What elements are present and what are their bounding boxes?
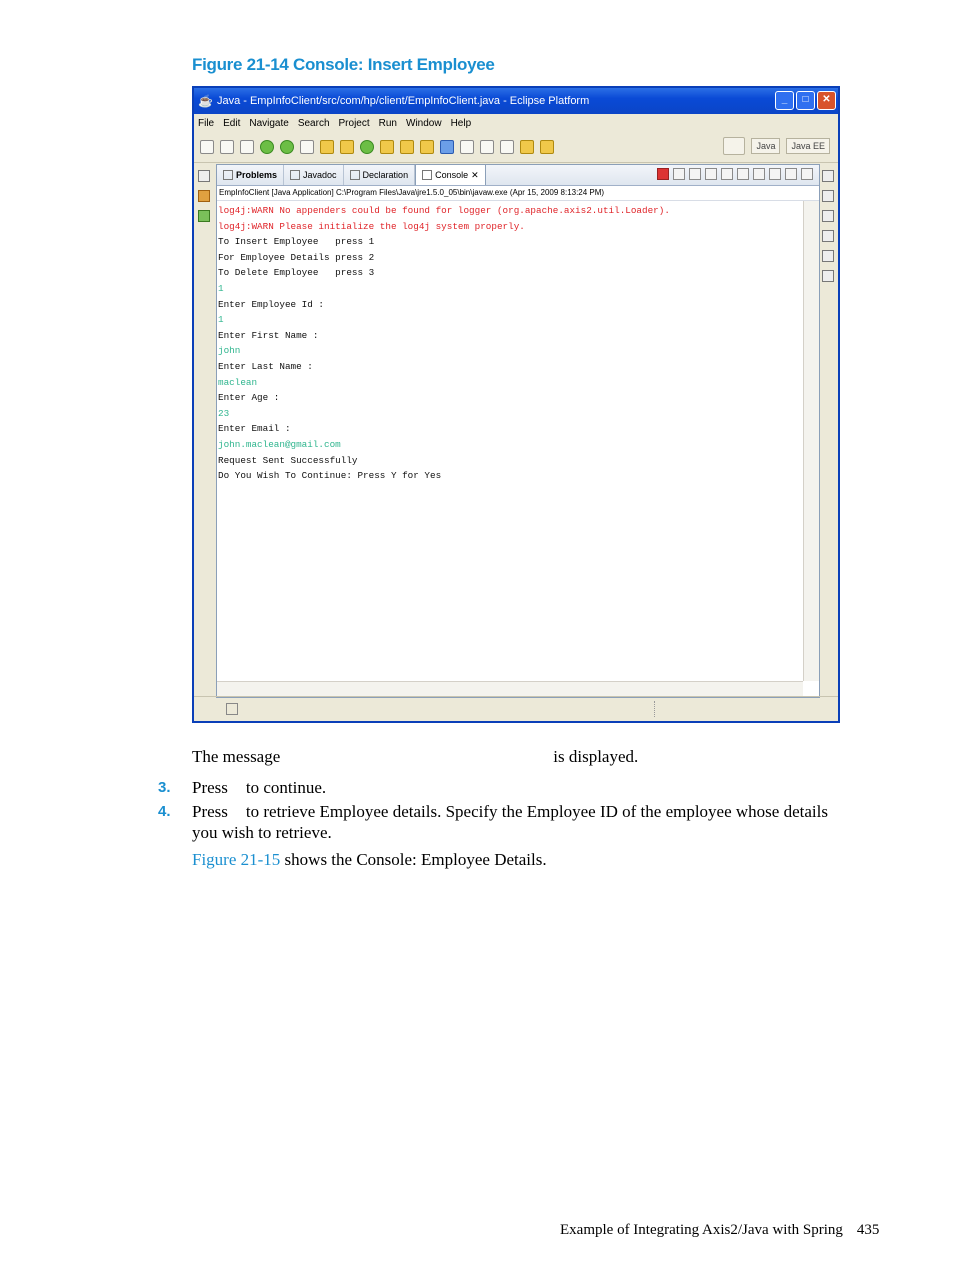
terminate-icon[interactable] [657,168,669,180]
main-toolbar [194,132,838,163]
problems-icon [223,170,233,180]
tab-declaration[interactable]: Declaration [344,165,416,185]
open-console-icon[interactable] [769,168,781,180]
console-line: Request Sent Successfully [218,454,358,466]
console-line: Enter Email : [218,423,291,435]
prev-annotation-icon[interactable] [500,140,514,154]
save-icon[interactable] [220,140,234,154]
run-icon[interactable] [280,140,294,154]
console-line: Do You Wish To Continue: Press Y for Yes [218,470,442,482]
footer-title: Example of Integrating Axis2/Java with Spring [560,1222,843,1238]
page-number: 435 [856,1222,880,1238]
menu-project[interactable]: Project [338,117,370,129]
step-4-number: 4. [158,803,171,820]
open-perspective-icon[interactable] [723,137,745,155]
close-tab-icon[interactable]: ✕ [471,169,479,180]
forward-icon[interactable] [540,140,554,154]
horizontal-scrollbar[interactable] [217,681,803,697]
eclipse-window [192,86,840,723]
structure-icon[interactable] [822,230,834,242]
menu-bar [194,114,838,132]
back-icon[interactable] [520,140,534,154]
console-icon [422,170,432,180]
restore-icon[interactable] [822,170,834,182]
menu-navigate[interactable]: Navigate [249,117,289,129]
window-titlebar[interactable] [194,88,838,114]
minimize-view-icon[interactable] [785,168,797,180]
open-folder-icon[interactable] [380,140,394,154]
perspective-java[interactable]: Java [751,138,780,154]
scroll-lock-icon[interactable] [705,168,717,180]
console-line: log4j:WARN Please initialize the log4j system properly. [218,220,525,232]
step-3-number: 3. [158,779,171,796]
left-trim-bar [194,162,214,682]
console-line: Enter Employee Id : [218,298,325,310]
maximize-button[interactable]: □ [796,91,815,110]
console-line: Enter Last Name : [218,360,313,372]
hierarchy-icon[interactable] [198,190,210,202]
open-task-icon[interactable] [400,140,414,154]
menu-help[interactable]: Help [450,117,472,129]
open-type-icon[interactable] [360,140,374,154]
globe-icon[interactable] [440,140,454,154]
process-label: EmpInfoClient [Java Application] C:\Program Files\Java\jre1.5.0_05\bin\javaw.exe (Apr 15, 2009 8:13:24 PM) [217,186,819,201]
window-title: Java - EmpInfoClient/src/com/hp/client/EmpInfoClient.java - Eclipse Platform [216,95,590,107]
console-line: To Insert Employee press 1 [218,236,375,248]
view-tabs [217,165,819,186]
close-button[interactable]: ✕ [817,91,836,110]
annotation-icon[interactable] [460,140,474,154]
console-output[interactable] [217,201,803,681]
console-line: john.maclean@gmail.com [218,438,341,450]
new-class-icon[interactable] [340,140,354,154]
menu-window[interactable]: Window [406,117,442,129]
restore-icon[interactable] [198,170,210,182]
clear-console-icon[interactable] [721,168,733,180]
edit-icon[interactable] [822,270,834,282]
menu-run[interactable]: Run [378,117,397,129]
figure-reference: Figure 21-15 shows the Console: Employee Details. [192,850,547,869]
console-line: 1 [218,314,224,326]
declaration-icon [350,170,360,180]
console-panel [216,164,820,698]
step-4-text: Press to retrieve Employee details. Specify the Employee ID of the employee whose details you wish to retrieve. [192,802,828,842]
right-trim-bar [818,162,838,682]
perspective-java-ee[interactable]: Java EE [786,138,830,154]
pin-console-icon[interactable] [737,168,749,180]
console-line: For Employee Details press 2 [218,251,375,263]
debug-icon[interactable] [260,140,274,154]
maximize-view-icon[interactable] [801,168,813,180]
console-line: maclean [218,376,258,388]
menu-file[interactable]: File [198,117,215,129]
outline-icon[interactable] [198,210,210,222]
display-console-icon[interactable] [753,168,765,180]
status-separator [654,701,656,717]
menu-edit[interactable]: Edit [223,117,241,129]
vertical-scrollbar[interactable] [803,201,819,681]
print-icon[interactable] [240,140,254,154]
console-line: 23 [218,407,230,419]
figure-caption: Figure 21-14 Console: Insert Employee [192,55,495,74]
console-line: To Delete Employee press 3 [218,267,375,279]
minimize-button[interactable]: _ [775,91,794,110]
restore-icon[interactable] [822,250,834,262]
console-line: john [218,345,241,357]
figure-21-15-link[interactable]: Figure 21-15 [192,850,281,869]
console-line: log4j:WARN No appenders could be found for logger (org.apache.axis2.util.Loader). [218,205,670,216]
message-paragraph: The message is displayed. [192,747,639,766]
javadoc-icon [290,170,300,180]
java-app-icon: ☕ [198,94,213,108]
restore-icon[interactable] [822,210,834,222]
console-line: Enter First Name : [218,329,319,341]
remove-all-icon[interactable] [689,168,701,180]
external-tools-icon[interactable] [300,140,314,154]
tab-console[interactable]: Console ✕ [415,164,486,185]
search-icon[interactable] [420,140,434,154]
fast-view-icon[interactable] [226,703,238,715]
step-3-text: Press to continue. [192,778,327,797]
status-bar [194,696,838,721]
remove-launch-icon[interactable] [673,168,685,180]
task-list-icon[interactable] [822,190,834,202]
console-line: 1 [218,282,224,294]
console-line: Enter Age : [218,392,280,404]
new-package-icon[interactable] [320,140,334,154]
page-footer [560,1222,879,1239]
tab-javadoc[interactable]: Javadoc [284,165,344,185]
tab-problems[interactable]: Problems [217,165,284,185]
menu-search[interactable]: Search [297,117,330,129]
new-icon[interactable] [200,140,214,154]
next-annotation-icon[interactable] [480,140,494,154]
